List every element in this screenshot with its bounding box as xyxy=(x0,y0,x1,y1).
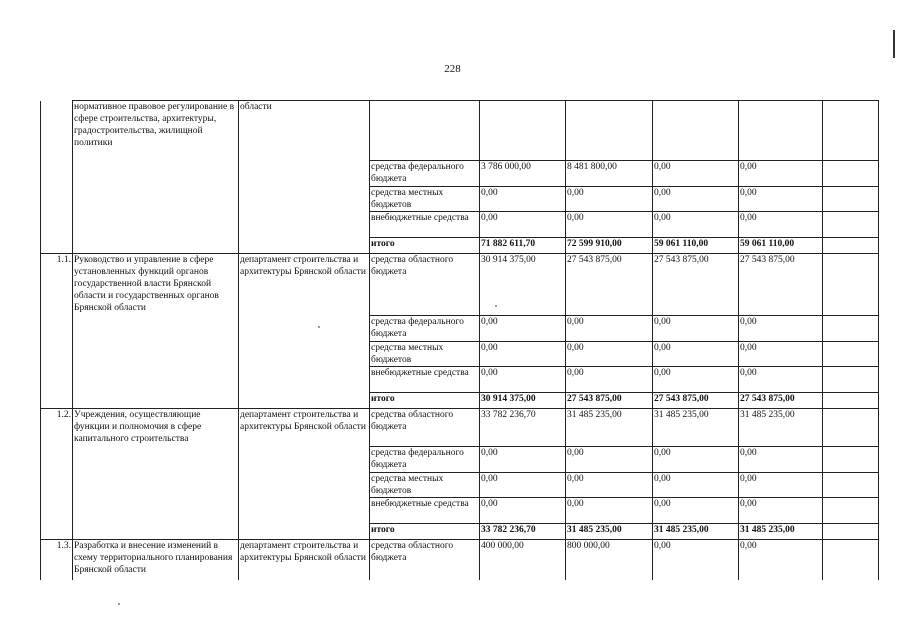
value-cell: 0,00 xyxy=(653,498,739,524)
value-cell: 0,00 xyxy=(480,316,566,342)
empty-cell xyxy=(823,161,879,187)
value-cell: 0,00 xyxy=(653,187,739,212)
scan-edge-mark xyxy=(893,30,895,58)
source-cell: средства федерального бюджета xyxy=(370,447,480,473)
table-row xyxy=(41,101,879,161)
value-cell: 0,00 xyxy=(566,342,653,367)
item-number-cell: 1.1. xyxy=(41,254,73,409)
value-cell: 31 485 235,00 xyxy=(566,409,653,447)
value-cell: 0,00 xyxy=(653,367,739,393)
source-cell: средства местных бюджетов xyxy=(370,473,480,498)
total-value-cell: 59 061 110,00 xyxy=(739,238,823,254)
value-cell: 0,00 xyxy=(566,367,653,393)
table-row xyxy=(41,409,879,447)
total-value-cell: 31 485 235,00 xyxy=(653,524,739,540)
empty-cell xyxy=(823,409,879,447)
item-executor-cell: департамент строительства и архитектуры Брянской области xyxy=(239,540,370,580)
value-cell: 800 000,00 xyxy=(566,540,653,580)
empty-cell xyxy=(823,254,879,316)
value-cell: 0,00 xyxy=(480,473,566,498)
total-value-cell: 30 914 375,00 xyxy=(480,393,566,409)
value-cell: 0,00 xyxy=(739,161,823,187)
source-cell: итого xyxy=(370,238,480,254)
value-cell: 0,00 xyxy=(739,342,823,367)
source-cell: средства федерального бюджета xyxy=(370,161,480,187)
item-number-cell: 1.2. xyxy=(41,409,73,540)
total-value-cell: 31 485 235,00 xyxy=(739,524,823,540)
value-cell: 0,00 xyxy=(653,342,739,367)
value-cell xyxy=(566,101,653,161)
item-name-cell: нормативное правовое регулирование в сфере строительства, архитектуры, градостроительства, жилищной политики xyxy=(73,101,239,254)
empty-cell xyxy=(823,473,879,498)
value-cell xyxy=(480,101,566,161)
value-cell: 0,00 xyxy=(566,498,653,524)
value-cell: 0,00 xyxy=(739,212,823,238)
value-cell: 400 000,00 xyxy=(480,540,566,580)
value-cell: 0,00 xyxy=(653,161,739,187)
empty-cell xyxy=(823,540,879,580)
item-number-cell xyxy=(41,101,73,254)
empty-cell xyxy=(823,367,879,393)
item-executor-cell: департамент строительства и архитектуры Брянской области xyxy=(239,409,370,540)
value-cell: 27 543 875,00 xyxy=(739,254,823,316)
source-cell: внебюджетные средства xyxy=(370,212,480,238)
total-value-cell: 27 543 875,00 xyxy=(653,393,739,409)
table-row xyxy=(41,254,879,316)
value-cell: 0,00 xyxy=(566,212,653,238)
value-cell: 0,00 xyxy=(739,316,823,342)
value-cell: 0,00 xyxy=(480,212,566,238)
value-cell: 0,00 xyxy=(653,447,739,473)
scan-speck xyxy=(118,603,120,605)
empty-cell xyxy=(823,524,879,540)
value-cell: 27 543 875,00 xyxy=(566,254,653,316)
value-cell: 0,00 xyxy=(480,367,566,393)
value-cell: 0,00 xyxy=(480,342,566,367)
value-cell: 0,00 xyxy=(739,187,823,212)
source-cell: средства местных бюджетов xyxy=(370,187,480,212)
value-cell: 0,00 xyxy=(653,540,739,580)
empty-cell xyxy=(823,187,879,212)
table-row xyxy=(41,540,879,580)
empty-cell xyxy=(823,447,879,473)
value-cell: 0,00 xyxy=(739,540,823,580)
value-cell: 0,00 xyxy=(653,316,739,342)
value-cell: 0,00 xyxy=(480,187,566,212)
empty-cell xyxy=(823,238,879,254)
total-value-cell: 27 543 875,00 xyxy=(739,393,823,409)
source-cell: средства областного бюджета xyxy=(370,540,480,580)
empty-cell xyxy=(823,316,879,342)
source-cell xyxy=(370,101,480,161)
empty-cell xyxy=(823,212,879,238)
source-cell: внебюджетные средства xyxy=(370,498,480,524)
value-cell: 0,00 xyxy=(480,498,566,524)
source-cell: средства областного бюджета xyxy=(370,254,480,316)
value-cell: 31 485 235,00 xyxy=(739,409,823,447)
page-number: 228 xyxy=(444,63,461,75)
value-cell xyxy=(653,101,739,161)
total-value-cell: 33 782 236,70 xyxy=(480,524,566,540)
value-cell: 0,00 xyxy=(739,367,823,393)
value-cell: 27 543 875,00 xyxy=(653,254,739,316)
source-cell: средства федерального бюджета xyxy=(370,316,480,342)
value-cell xyxy=(739,101,823,161)
empty-cell xyxy=(823,498,879,524)
item-name-cell: Учреждения, осуществляющие функции и полномочия в сфере капитального строительства xyxy=(73,409,239,540)
source-cell: итого xyxy=(370,524,480,540)
value-cell: 0,00 xyxy=(566,316,653,342)
total-value-cell: 31 485 235,00 xyxy=(566,524,653,540)
value-cell: 0,00 xyxy=(566,447,653,473)
empty-cell xyxy=(823,342,879,367)
total-value-cell: 71 882 611,70 xyxy=(480,238,566,254)
value-cell: 0,00 xyxy=(566,473,653,498)
source-cell: средства местных бюджетов xyxy=(370,342,480,367)
value-cell: 0,00 xyxy=(566,187,653,212)
budget-table xyxy=(40,100,879,580)
value-cell: 8 481 800,00 xyxy=(566,161,653,187)
value-cell: 0,00 xyxy=(480,447,566,473)
item-name-cell: Руководство и управление в сфере установленных функций органов государственной власти Брянской области и государственных органов Брянской области xyxy=(73,254,239,409)
value-cell: 0,00 xyxy=(739,473,823,498)
empty-cell xyxy=(823,101,879,161)
source-cell: средства областного бюджета xyxy=(370,409,480,447)
item-name-cell: Разработка и внесение изменений в схему территориального планирования Брянской области xyxy=(73,540,239,580)
value-cell: 0,00 xyxy=(739,447,823,473)
empty-cell xyxy=(823,393,879,409)
value-cell: 0,00 xyxy=(739,498,823,524)
value-cell: 0,00 xyxy=(653,473,739,498)
value-cell: 3 786 000,00 xyxy=(480,161,566,187)
item-executor-cell: департамент строительства и архитектуры Брянской области xyxy=(239,254,370,409)
item-executor-cell: области xyxy=(239,101,370,254)
source-cell: внебюджетные средства xyxy=(370,367,480,393)
source-cell: итого xyxy=(370,393,480,409)
value-cell: 0,00 xyxy=(653,212,739,238)
value-cell: 30 914 375,00 xyxy=(480,254,566,316)
total-value-cell: 27 543 875,00 xyxy=(566,393,653,409)
total-value-cell: 59 061 110,00 xyxy=(653,238,739,254)
total-value-cell: 72 599 910,00 xyxy=(566,238,653,254)
item-number-cell: 1.3. xyxy=(41,540,73,580)
value-cell: 33 782 236,70 xyxy=(480,409,566,447)
value-cell: 31 485 235,00 xyxy=(653,409,739,447)
